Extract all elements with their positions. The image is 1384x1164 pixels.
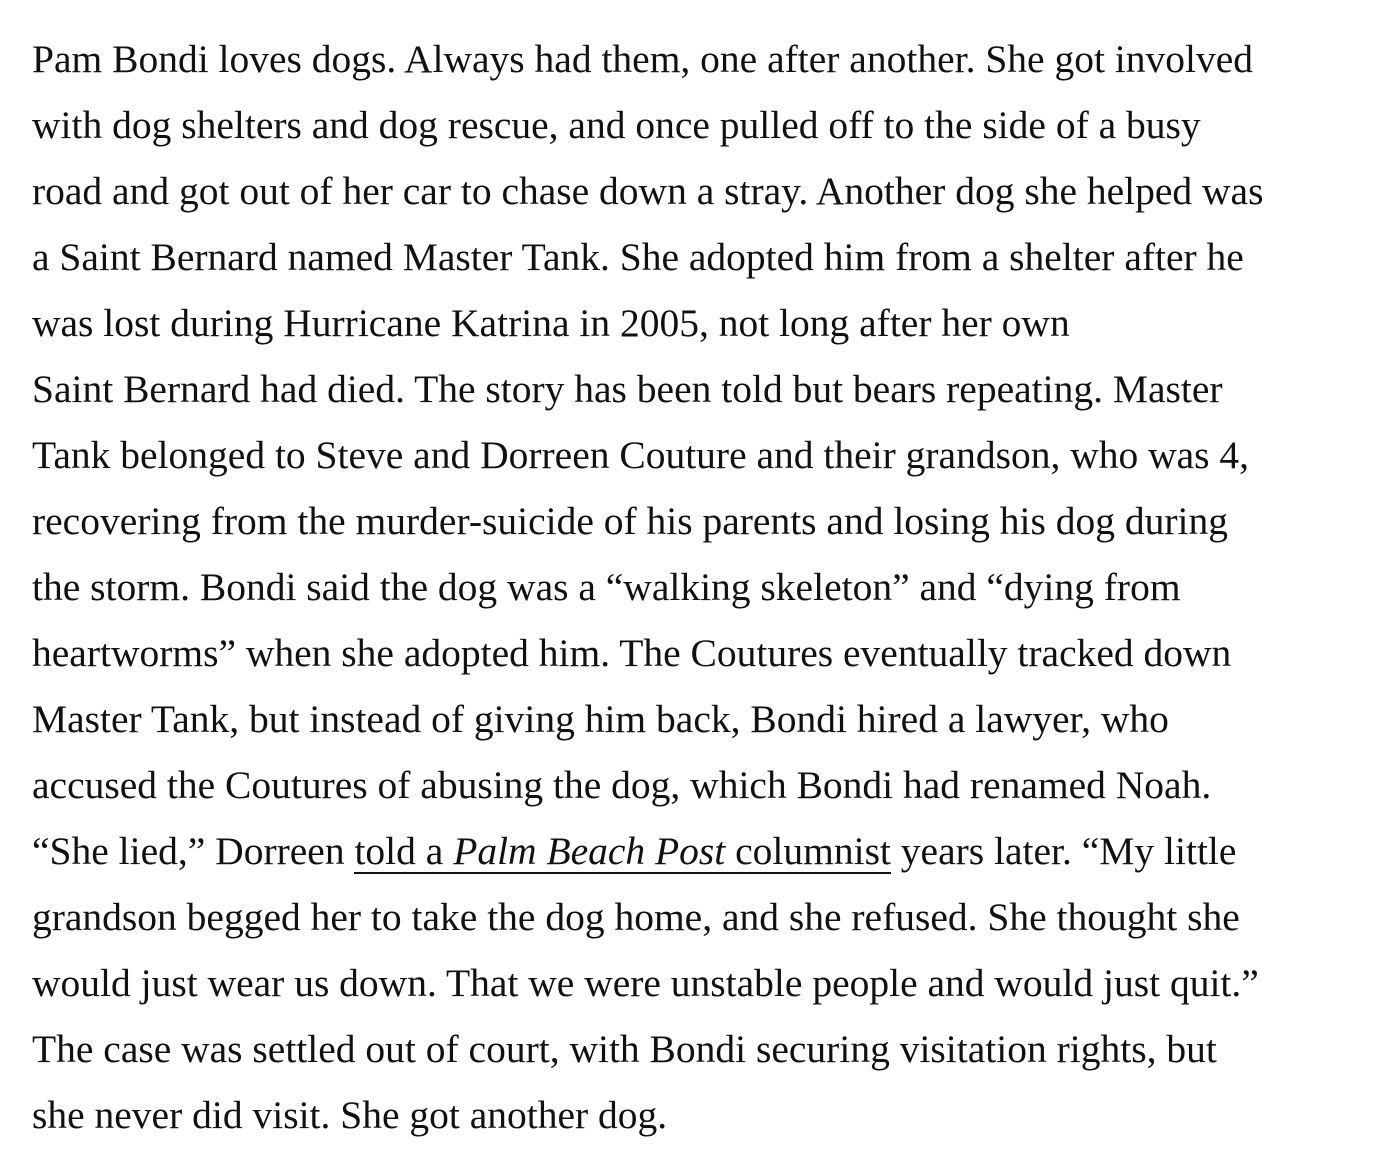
paragraph-line: was lost during Hurricane Katrina in 2005, not long after her own xyxy=(32,301,1070,345)
article-paragraph xyxy=(32,26,1362,1148)
paragraph-line: Pam Bondi loves dogs. Always had them, one after another. She got involved xyxy=(32,37,1254,81)
paragraph-line: with dog shelters and dog rescue, and once pulled off to the side of a busy xyxy=(32,103,1201,147)
paragraph-line: heartworms” when she adopted him. The Coutures eventually tracked down xyxy=(32,631,1232,675)
paragraph-line-with-link xyxy=(32,818,1362,884)
link-text-part2: columnist xyxy=(725,829,891,873)
paragraph-line: she never did visit. She got another dog. xyxy=(32,1093,668,1137)
paragraph-line: the storm. Bondi said the dog was a “walking skeleton” and “dying from xyxy=(32,565,1181,609)
paragraph-line: Master Tank, but instead of giving him back, Bondi hired a lawyer, who xyxy=(32,697,1169,741)
paragraph-line: Saint Bernard had died. The story has been told but bears repeating. Master xyxy=(32,367,1223,411)
link-text-part1: told a xyxy=(354,829,454,873)
line-text-after-link: years later. “My little xyxy=(890,829,1237,873)
paragraph-line: road and got out of her car to chase down a stray. Another dog she helped was xyxy=(32,169,1264,213)
paragraph-line: grandson begged her to take the dog home, and she refused. She thought she xyxy=(32,895,1240,939)
paragraph-line: The case was settled out of court, with Bondi securing visitation rights, but xyxy=(32,1027,1217,1071)
link-publication-name: Palm Beach Post xyxy=(453,829,726,873)
paragraph-line: recovering from the murder-suicide of his parents and losing his dog during xyxy=(32,499,1228,543)
line-text-before-link: “She lied,” Dorreen xyxy=(32,829,355,873)
palm-beach-post-link[interactable] xyxy=(354,829,891,874)
paragraph-line: Tank belonged to Steve and Dorreen Couture and their grandson, who was 4, xyxy=(32,433,1250,477)
paragraph-line: accused the Coutures of abusing the dog, which Bondi had renamed Noah. xyxy=(32,763,1212,807)
paragraph-line: a Saint Bernard named Master Tank. She adopted him from a shelter after he xyxy=(32,235,1244,279)
paragraph-line: would just wear us down. That we were unstable people and would just quit.” xyxy=(32,961,1259,1005)
